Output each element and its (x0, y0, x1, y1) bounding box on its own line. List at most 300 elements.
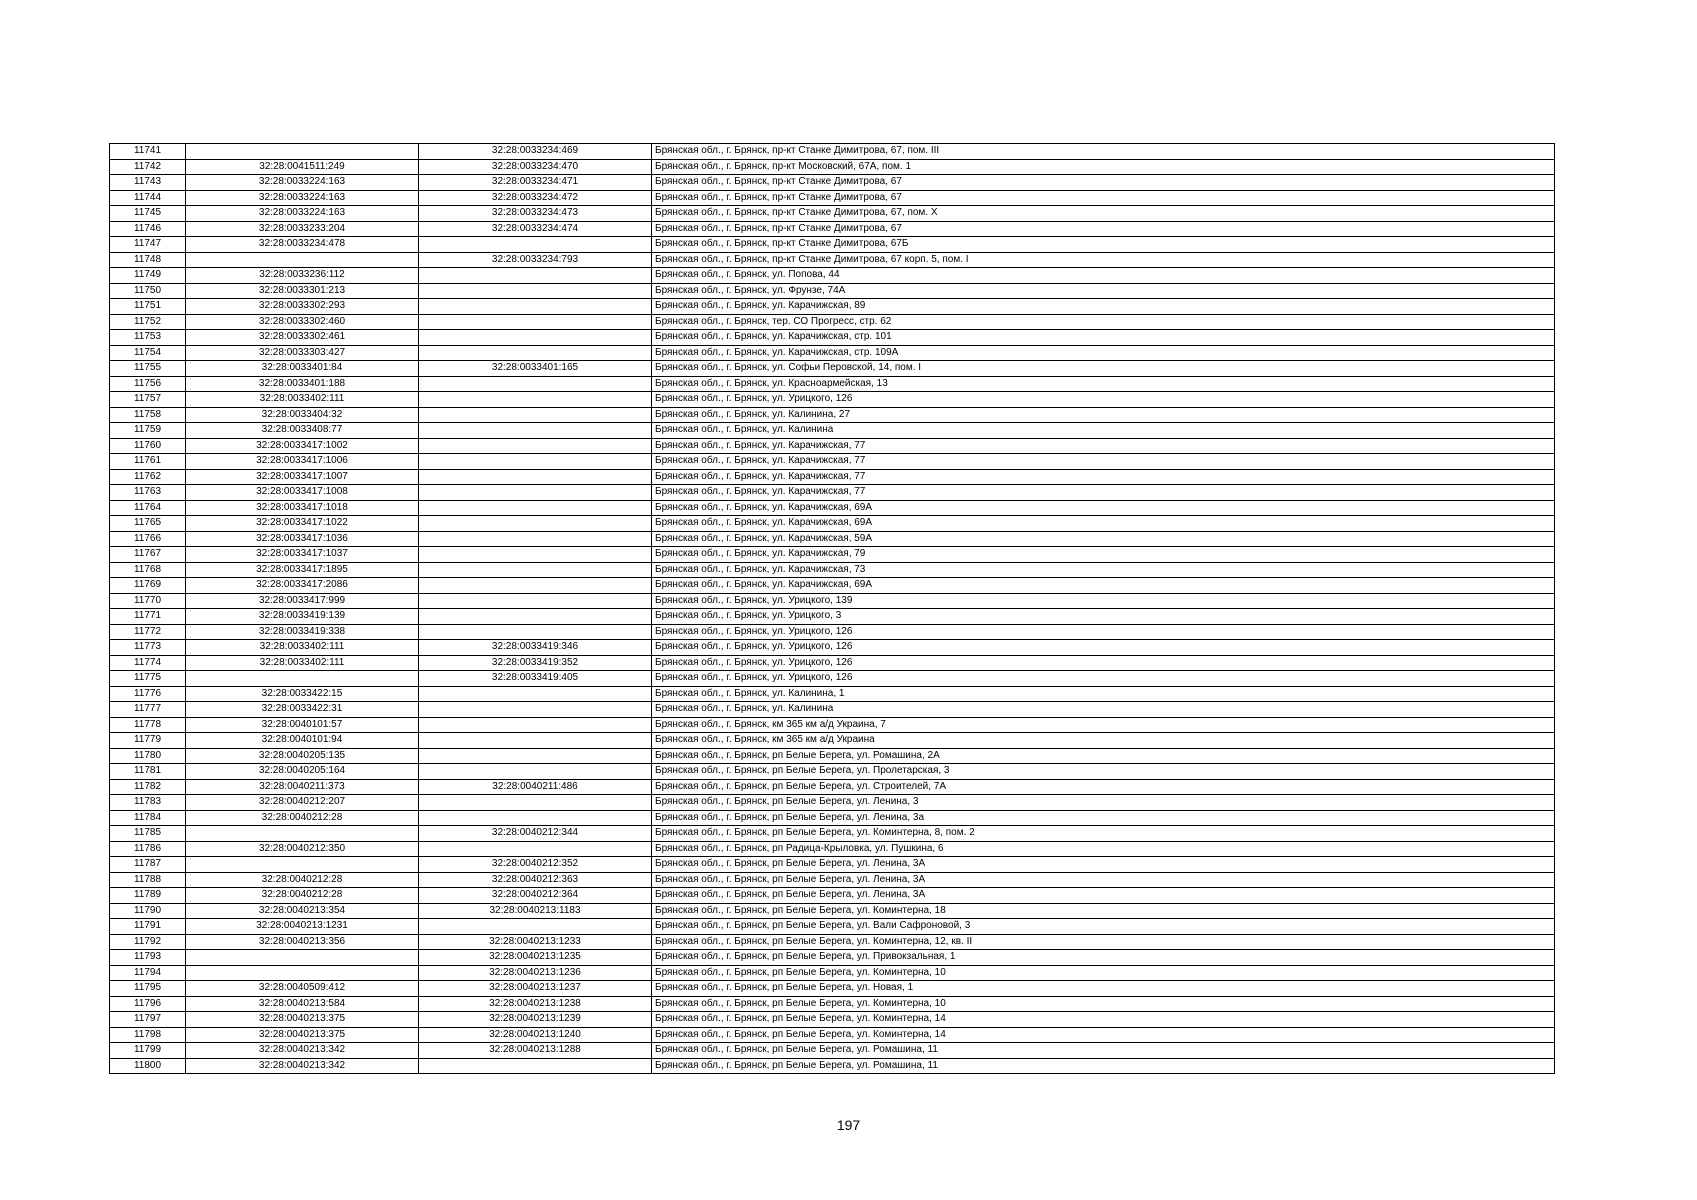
table-row (110, 826, 1555, 842)
parcel-cadastral-number-cell: 32:28:0033224:163 (186, 206, 419, 222)
parcel-cadastral-number-cell: 32:28:0040509:412 (186, 981, 419, 997)
row-number-cell: 11771 (110, 609, 186, 625)
object-cadastral-number-cell: 32:28:0033234:470 (419, 159, 652, 175)
table-row (110, 919, 1555, 935)
object-cadastral-number-cell: 32:28:0040213:1239 (419, 1012, 652, 1028)
parcel-cadastral-number-cell: 32:28:0033404:32 (186, 407, 419, 423)
address-cell: Брянская обл., г. Брянск, рп Белые Берега, ул. Ленина, 3а (652, 810, 1555, 826)
address-cell: Брянская обл., г. Брянск, ул. Урицкого, 139 (652, 593, 1555, 609)
parcel-cadastral-number-cell: 32:28:0040205:135 (186, 748, 419, 764)
address-cell: Брянская обл., г. Брянск, ул. Карачижская, 69А (652, 516, 1555, 532)
address-cell: Брянская обл., г. Брянск, ул. Карачижская, 77 (652, 454, 1555, 470)
address-cell: Брянская обл., г. Брянск, рп Белые Берега, ул. Коминтерна, 14 (652, 1027, 1555, 1043)
parcel-cadastral-number-cell: 32:28:0033417:1018 (186, 500, 419, 516)
table-row (110, 175, 1555, 191)
object-cadastral-number-cell: 32:28:0040213:1236 (419, 965, 652, 981)
object-cadastral-number-cell (419, 919, 652, 935)
parcel-cadastral-number-cell: 32:28:0033224:163 (186, 190, 419, 206)
address-cell: Брянская обл., г. Брянск, ул. Карачижская, стр. 109А (652, 345, 1555, 361)
row-number-cell: 11800 (110, 1058, 186, 1074)
parcel-cadastral-number-cell: 32:28:0033417:1002 (186, 438, 419, 454)
parcel-cadastral-number-cell: 32:28:0040213:375 (186, 1027, 419, 1043)
address-cell: Брянская обл., г. Брянск, ул. Калинина (652, 423, 1555, 439)
parcel-cadastral-number-cell: 32:28:0040213:354 (186, 903, 419, 919)
address-cell: Брянская обл., г. Брянск, пр-кт Станке Димитрова, 67 (652, 221, 1555, 237)
table-row (110, 810, 1555, 826)
object-cadastral-number-cell (419, 578, 652, 594)
row-number-cell: 11777 (110, 702, 186, 718)
table-row (110, 841, 1555, 857)
object-cadastral-number-cell: 32:28:0040213:1233 (419, 934, 652, 950)
table-row (110, 299, 1555, 315)
row-number-cell: 11761 (110, 454, 186, 470)
object-cadastral-number-cell (419, 299, 652, 315)
address-cell: Брянская обл., г. Брянск, рп Белые Берега, ул. Коминтерна, 14 (652, 1012, 1555, 1028)
parcel-cadastral-number-cell: 32:28:0040101:57 (186, 717, 419, 733)
parcel-cadastral-number-cell (186, 950, 419, 966)
parcel-cadastral-number-cell: 32:28:0033417:1006 (186, 454, 419, 470)
object-cadastral-number-cell: 32:28:0040212:352 (419, 857, 652, 873)
parcel-cadastral-number-cell: 32:28:0033402:111 (186, 640, 419, 656)
object-cadastral-number-cell: 32:28:0040213:1288 (419, 1043, 652, 1059)
table-row (110, 934, 1555, 950)
row-number-cell: 11755 (110, 361, 186, 377)
parcel-cadastral-number-cell (186, 965, 419, 981)
table-row (110, 996, 1555, 1012)
table-row (110, 252, 1555, 268)
address-cell: Брянская обл., г. Брянск, рп Белые Берега, ул. Коминтерна, 8, пом. 2 (652, 826, 1555, 842)
parcel-cadastral-number-cell: 32:28:0033402:111 (186, 655, 419, 671)
row-number-cell: 11775 (110, 671, 186, 687)
parcel-cadastral-number-cell: 32:28:0040213:1231 (186, 919, 419, 935)
row-number-cell: 11784 (110, 810, 186, 826)
object-cadastral-number-cell: 32:28:0040212:363 (419, 872, 652, 888)
row-number-cell: 11799 (110, 1043, 186, 1059)
row-number-cell: 11743 (110, 175, 186, 191)
object-cadastral-number-cell (419, 702, 652, 718)
object-cadastral-number-cell (419, 345, 652, 361)
object-cadastral-number-cell: 32:28:0033234:472 (419, 190, 652, 206)
row-number-cell: 11773 (110, 640, 186, 656)
table-row (110, 655, 1555, 671)
table-row (110, 950, 1555, 966)
table-row (110, 438, 1555, 454)
parcel-cadastral-number-cell: 32:28:0040101:94 (186, 733, 419, 749)
address-cell: Брянская обл., г. Брянск, рп Белые Берега, ул. Коминтерна, 10 (652, 996, 1555, 1012)
object-cadastral-number-cell: 32:28:0033234:473 (419, 206, 652, 222)
address-cell: Брянская обл., г. Брянск, рп Белые Берега, ул. Коминтерна, 12, кв. II (652, 934, 1555, 950)
parcel-cadastral-number-cell: 32:28:0033302:461 (186, 330, 419, 346)
row-number-cell: 11760 (110, 438, 186, 454)
parcel-cadastral-number-cell: 32:28:0033303:427 (186, 345, 419, 361)
address-cell: Брянская обл., г. Брянск, рп Радица-Крыловка, ул. Пушкина, 6 (652, 841, 1555, 857)
parcel-cadastral-number-cell: 32:28:0033419:139 (186, 609, 419, 625)
parcel-cadastral-number-cell: 32:28:0033417:1008 (186, 485, 419, 501)
table-row (110, 268, 1555, 284)
row-number-cell: 11753 (110, 330, 186, 346)
row-number-cell: 11757 (110, 392, 186, 408)
object-cadastral-number-cell (419, 717, 652, 733)
row-number-cell: 11747 (110, 237, 186, 253)
table-row (110, 779, 1555, 795)
parcel-cadastral-number-cell (186, 671, 419, 687)
row-number-cell: 11789 (110, 888, 186, 904)
row-number-cell: 11754 (110, 345, 186, 361)
table-row (110, 516, 1555, 532)
object-cadastral-number-cell (419, 1058, 652, 1074)
object-cadastral-number-cell (419, 407, 652, 423)
row-number-cell: 11783 (110, 795, 186, 811)
parcel-cadastral-number-cell: 32:28:0033422:15 (186, 686, 419, 702)
address-cell: Брянская обл., г. Брянск, рп Белые Берега, ул. Ромашина, 2А (652, 748, 1555, 764)
object-cadastral-number-cell (419, 500, 652, 516)
address-cell: Брянская обл., г. Брянск, ул. Попова, 44 (652, 268, 1555, 284)
parcel-cadastral-number-cell: 32:28:0033417:999 (186, 593, 419, 609)
parcel-cadastral-number-cell: 32:28:0033417:1036 (186, 531, 419, 547)
object-cadastral-number-cell: 32:28:0040213:1235 (419, 950, 652, 966)
row-number-cell: 11762 (110, 469, 186, 485)
address-cell: Брянская обл., г. Брянск, пр-кт Станке Димитрова, 67, пом. III (652, 144, 1555, 160)
table-row (110, 888, 1555, 904)
address-cell: Брянская обл., г. Брянск, пр-кт Станке Димитрова, 67 (652, 175, 1555, 191)
address-cell: Брянская обл., г. Брянск, тер. СО Прогресс, стр. 62 (652, 314, 1555, 330)
table-row (110, 159, 1555, 175)
object-cadastral-number-cell: 32:28:0033234:469 (419, 144, 652, 160)
object-cadastral-number-cell: 32:28:0040213:1183 (419, 903, 652, 919)
parcel-cadastral-number-cell: 32:28:0040212:28 (186, 810, 419, 826)
row-number-cell: 11794 (110, 965, 186, 981)
table-row (110, 872, 1555, 888)
row-number-cell: 11772 (110, 624, 186, 640)
table-row (110, 686, 1555, 702)
parcel-cadastral-number-cell: 32:28:0040212:207 (186, 795, 419, 811)
table-row (110, 547, 1555, 563)
row-number-cell: 11764 (110, 500, 186, 516)
parcel-cadastral-number-cell: 32:28:0033224:163 (186, 175, 419, 191)
row-number-cell: 11793 (110, 950, 186, 966)
table-row (110, 717, 1555, 733)
object-cadastral-number-cell (419, 624, 652, 640)
object-cadastral-number-cell: 32:28:0033419:405 (419, 671, 652, 687)
table-row (110, 965, 1555, 981)
registry-table-body (110, 144, 1555, 1074)
address-cell: Брянская обл., г. Брянск, пр-кт Станке Димитрова, 67, пом. X (652, 206, 1555, 222)
object-cadastral-number-cell (419, 810, 652, 826)
object-cadastral-number-cell (419, 330, 652, 346)
object-cadastral-number-cell (419, 609, 652, 625)
row-number-cell: 11766 (110, 531, 186, 547)
object-cadastral-number-cell: 32:28:0033234:474 (419, 221, 652, 237)
parcel-cadastral-number-cell: 32:28:0033419:338 (186, 624, 419, 640)
row-number-cell: 11756 (110, 376, 186, 392)
object-cadastral-number-cell (419, 438, 652, 454)
row-number-cell: 11750 (110, 283, 186, 299)
table-row (110, 624, 1555, 640)
row-number-cell: 11798 (110, 1027, 186, 1043)
row-number-cell: 11751 (110, 299, 186, 315)
parcel-cadastral-number-cell: 32:28:0033234:478 (186, 237, 419, 253)
address-cell: Брянская обл., г. Брянск, ул. Карачижская, стр. 101 (652, 330, 1555, 346)
object-cadastral-number-cell: 32:28:0033234:793 (419, 252, 652, 268)
row-number-cell: 11780 (110, 748, 186, 764)
address-cell: Брянская обл., г. Брянск, рп Белые Берега, ул. Коминтерна, 10 (652, 965, 1555, 981)
parcel-cadastral-number-cell: 32:28:0040212:28 (186, 872, 419, 888)
row-number-cell: 11749 (110, 268, 186, 284)
object-cadastral-number-cell: 32:28:0040213:1238 (419, 996, 652, 1012)
address-cell: Брянская обл., г. Брянск, ул. Карачижская, 77 (652, 485, 1555, 501)
object-cadastral-number-cell: 32:28:0040213:1237 (419, 981, 652, 997)
row-number-cell: 11774 (110, 655, 186, 671)
parcel-cadastral-number-cell: 32:28:0040212:350 (186, 841, 419, 857)
address-cell: Брянская обл., г. Брянск, ул. Фрунзе, 74А (652, 283, 1555, 299)
parcel-cadastral-number-cell: 32:28:0033422:31 (186, 702, 419, 718)
address-cell: Брянская обл., г. Брянск, пр-кт Станке Димитрова, 67 корп. 5, пом. I (652, 252, 1555, 268)
row-number-cell: 11744 (110, 190, 186, 206)
address-cell: Брянская обл., г. Брянск, ул. Карачижская, 69А (652, 500, 1555, 516)
row-number-cell: 11790 (110, 903, 186, 919)
table-row (110, 1027, 1555, 1043)
address-cell: Брянская обл., г. Брянск, ул. Софьи Перовской, 14, пом. I (652, 361, 1555, 377)
table-row (110, 981, 1555, 997)
address-cell: Брянская обл., г. Брянск, ул. Карачижская, 77 (652, 438, 1555, 454)
object-cadastral-number-cell (419, 237, 652, 253)
row-number-cell: 11791 (110, 919, 186, 935)
table-row (110, 1043, 1555, 1059)
address-cell: Брянская обл., г. Брянск, ул. Урицкого, 3 (652, 609, 1555, 625)
table-row (110, 1058, 1555, 1074)
page-number: 197 (836, 1117, 861, 1133)
address-cell: Брянская обл., г. Брянск, рп Белые Берега, ул. Вали Сафроновой, 3 (652, 919, 1555, 935)
row-number-cell: 11776 (110, 686, 186, 702)
address-cell: Брянская обл., г. Брянск, рп Белые Берега, ул. Пролетарская, 3 (652, 764, 1555, 780)
row-number-cell: 11765 (110, 516, 186, 532)
parcel-cadastral-number-cell: 32:28:0033302:460 (186, 314, 419, 330)
row-number-cell: 11778 (110, 717, 186, 733)
object-cadastral-number-cell (419, 314, 652, 330)
row-number-cell: 11746 (110, 221, 186, 237)
object-cadastral-number-cell: 32:28:0040211:486 (419, 779, 652, 795)
address-cell: Брянская обл., г. Брянск, км 365 км а/д Украина, 7 (652, 717, 1555, 733)
address-cell: Брянская обл., г. Брянск, пр-кт Московский, 67А, пом. 1 (652, 159, 1555, 175)
object-cadastral-number-cell (419, 454, 652, 470)
address-cell: Брянская обл., г. Брянск, ул. Карачижская, 69А (652, 578, 1555, 594)
address-cell: Брянская обл., г. Брянск, ул. Калинина, 27 (652, 407, 1555, 423)
object-cadastral-number-cell (419, 686, 652, 702)
parcel-cadastral-number-cell (186, 857, 419, 873)
address-cell: Брянская обл., г. Брянск, ул. Карачижская, 73 (652, 562, 1555, 578)
table-row (110, 407, 1555, 423)
object-cadastral-number-cell (419, 423, 652, 439)
parcel-cadastral-number-cell: 32:28:0033233:204 (186, 221, 419, 237)
table-row (110, 562, 1555, 578)
row-number-cell: 11786 (110, 841, 186, 857)
table-row (110, 376, 1555, 392)
row-number-cell: 11788 (110, 872, 186, 888)
row-number-cell: 11782 (110, 779, 186, 795)
object-cadastral-number-cell (419, 268, 652, 284)
parcel-cadastral-number-cell: 32:28:0040213:584 (186, 996, 419, 1012)
address-cell: Брянская обл., г. Брянск, ул. Урицкого, 126 (652, 655, 1555, 671)
row-number-cell: 11792 (110, 934, 186, 950)
parcel-cadastral-number-cell: 32:28:0040213:375 (186, 1012, 419, 1028)
object-cadastral-number-cell: 32:28:0040213:1240 (419, 1027, 652, 1043)
row-number-cell: 11796 (110, 996, 186, 1012)
table-row (110, 640, 1555, 656)
object-cadastral-number-cell (419, 376, 652, 392)
address-cell: Брянская обл., г. Брянск, рп Белые Берега, ул. Ленина, 3А (652, 888, 1555, 904)
address-cell: Брянская обл., г. Брянск, ул. Красноармейская, 13 (652, 376, 1555, 392)
table-row (110, 392, 1555, 408)
parcel-cadastral-number-cell: 32:28:0033401:188 (186, 376, 419, 392)
parcel-cadastral-number-cell: 32:28:0040213:342 (186, 1058, 419, 1074)
parcel-cadastral-number-cell (186, 826, 419, 842)
table-row (110, 330, 1555, 346)
object-cadastral-number-cell (419, 764, 652, 780)
table-row (110, 361, 1555, 377)
parcel-cadastral-number-cell: 32:28:0040212:28 (186, 888, 419, 904)
row-number-cell: 11752 (110, 314, 186, 330)
address-cell: Брянская обл., г. Брянск, ул. Карачижская, 89 (652, 299, 1555, 315)
address-cell: Брянская обл., г. Брянск, рп Белые Берега, ул. Строителей, 7А (652, 779, 1555, 795)
table-row (110, 1012, 1555, 1028)
table-row (110, 345, 1555, 361)
parcel-cadastral-number-cell: 32:28:0033417:1022 (186, 516, 419, 532)
address-cell: Брянская обл., г. Брянск, рп Белые Берега, ул. Новая, 1 (652, 981, 1555, 997)
parcel-cadastral-number-cell: 32:28:0033417:1007 (186, 469, 419, 485)
parcel-cadastral-number-cell: 32:28:0033236:112 (186, 268, 419, 284)
object-cadastral-number-cell (419, 593, 652, 609)
object-cadastral-number-cell (419, 841, 652, 857)
address-cell: Брянская обл., г. Брянск, ул. Урицкого, 126 (652, 671, 1555, 687)
row-number-cell: 11787 (110, 857, 186, 873)
row-number-cell: 11748 (110, 252, 186, 268)
table-row (110, 485, 1555, 501)
table-row (110, 903, 1555, 919)
table-row (110, 423, 1555, 439)
object-cadastral-number-cell (419, 562, 652, 578)
table-row (110, 764, 1555, 780)
parcel-cadastral-number-cell: 32:28:0040213:356 (186, 934, 419, 950)
address-cell: Брянская обл., г. Брянск, ул. Калинина (652, 702, 1555, 718)
row-number-cell: 11781 (110, 764, 186, 780)
address-cell: Брянская обл., г. Брянск, рп Белые Берега, ул. Коминтерна, 18 (652, 903, 1555, 919)
address-cell: Брянская обл., г. Брянск, рп Белые Берега, ул. Привокзальная, 1 (652, 950, 1555, 966)
address-cell: Брянская обл., г. Брянск, рп Белые Берега, ул. Ленина, 3А (652, 872, 1555, 888)
row-number-cell: 11769 (110, 578, 186, 594)
table-row (110, 609, 1555, 625)
parcel-cadastral-number-cell: 32:28:0033302:293 (186, 299, 419, 315)
table-row (110, 593, 1555, 609)
table-row (110, 531, 1555, 547)
address-cell: Брянская обл., г. Брянск, ул. Калинина, 1 (652, 686, 1555, 702)
address-cell: Брянская обл., г. Брянск, ул. Урицкого, 126 (652, 392, 1555, 408)
parcel-cadastral-number-cell: 32:28:0033401:84 (186, 361, 419, 377)
address-cell: Брянская обл., г. Брянск, ул. Урицкого, 126 (652, 640, 1555, 656)
table-row (110, 314, 1555, 330)
object-cadastral-number-cell: 32:28:0033419:352 (419, 655, 652, 671)
table-row (110, 795, 1555, 811)
table-row (110, 190, 1555, 206)
parcel-cadastral-number-cell: 32:28:0040205:164 (186, 764, 419, 780)
object-cadastral-number-cell (419, 748, 652, 764)
table-row (110, 733, 1555, 749)
row-number-cell: 11770 (110, 593, 186, 609)
row-number-cell: 11759 (110, 423, 186, 439)
row-number-cell: 11741 (110, 144, 186, 160)
table-row (110, 748, 1555, 764)
table-row (110, 206, 1555, 222)
address-cell: Брянская обл., г. Брянск, ул. Карачижская, 59А (652, 531, 1555, 547)
table-row (110, 237, 1555, 253)
object-cadastral-number-cell: 32:28:0033401:165 (419, 361, 652, 377)
row-number-cell: 11779 (110, 733, 186, 749)
row-number-cell: 11797 (110, 1012, 186, 1028)
table-row (110, 671, 1555, 687)
address-cell: Брянская обл., г. Брянск, рп Белые Берега, ул. Ромашина, 11 (652, 1058, 1555, 1074)
parcel-cadastral-number-cell: 32:28:0033417:1037 (186, 547, 419, 563)
row-number-cell: 11742 (110, 159, 186, 175)
table-row (110, 454, 1555, 470)
row-number-cell: 11768 (110, 562, 186, 578)
table-row (110, 469, 1555, 485)
table-row (110, 283, 1555, 299)
address-cell: Брянская обл., г. Брянск, рп Белые Берега, ул. Ромашина, 11 (652, 1043, 1555, 1059)
parcel-cadastral-number-cell: 32:28:0040211:373 (186, 779, 419, 795)
parcel-cadastral-number-cell: 32:28:0033408:77 (186, 423, 419, 439)
row-number-cell: 11795 (110, 981, 186, 997)
object-cadastral-number-cell: 32:28:0033419:346 (419, 640, 652, 656)
object-cadastral-number-cell (419, 392, 652, 408)
row-number-cell: 11785 (110, 826, 186, 842)
row-number-cell: 11758 (110, 407, 186, 423)
registry-table (109, 143, 1555, 1074)
table-row (110, 857, 1555, 873)
object-cadastral-number-cell: 32:28:0033234:471 (419, 175, 652, 191)
parcel-cadastral-number-cell: 32:28:0041511:249 (186, 159, 419, 175)
object-cadastral-number-cell (419, 733, 652, 749)
object-cadastral-number-cell (419, 485, 652, 501)
object-cadastral-number-cell (419, 547, 652, 563)
row-number-cell: 11763 (110, 485, 186, 501)
address-cell: Брянская обл., г. Брянск, пр-кт Станке Димитрова, 67 (652, 190, 1555, 206)
table-row (110, 221, 1555, 237)
parcel-cadastral-number-cell: 32:28:0040213:342 (186, 1043, 419, 1059)
address-cell: Брянская обл., г. Брянск, ул. Карачижская, 79 (652, 547, 1555, 563)
address-cell: Брянская обл., г. Брянск, рп Белые Берега, ул. Ленина, 3А (652, 857, 1555, 873)
object-cadastral-number-cell (419, 283, 652, 299)
address-cell: Брянская обл., г. Брянск, ул. Карачижская, 77 (652, 469, 1555, 485)
parcel-cadastral-number-cell: 32:28:0033417:2086 (186, 578, 419, 594)
object-cadastral-number-cell (419, 516, 652, 532)
parcel-cadastral-number-cell (186, 144, 419, 160)
row-number-cell: 11745 (110, 206, 186, 222)
table-row (110, 500, 1555, 516)
object-cadastral-number-cell: 32:28:0040212:344 (419, 826, 652, 842)
object-cadastral-number-cell: 32:28:0040212:364 (419, 888, 652, 904)
parcel-cadastral-number-cell: 32:28:0033301:213 (186, 283, 419, 299)
table-row (110, 578, 1555, 594)
parcel-cadastral-number-cell: 32:28:0033417:1895 (186, 562, 419, 578)
address-cell: Брянская обл., г. Брянск, км 365 км а/д Украина (652, 733, 1555, 749)
address-cell: Брянская обл., г. Брянск, рп Белые Берега, ул. Ленина, 3 (652, 795, 1555, 811)
object-cadastral-number-cell (419, 531, 652, 547)
table-row (110, 702, 1555, 718)
address-cell: Брянская обл., г. Брянск, пр-кт Станке Димитрова, 67Б (652, 237, 1555, 253)
row-number-cell: 11767 (110, 547, 186, 563)
object-cadastral-number-cell (419, 795, 652, 811)
object-cadastral-number-cell (419, 469, 652, 485)
table-row (110, 144, 1555, 160)
